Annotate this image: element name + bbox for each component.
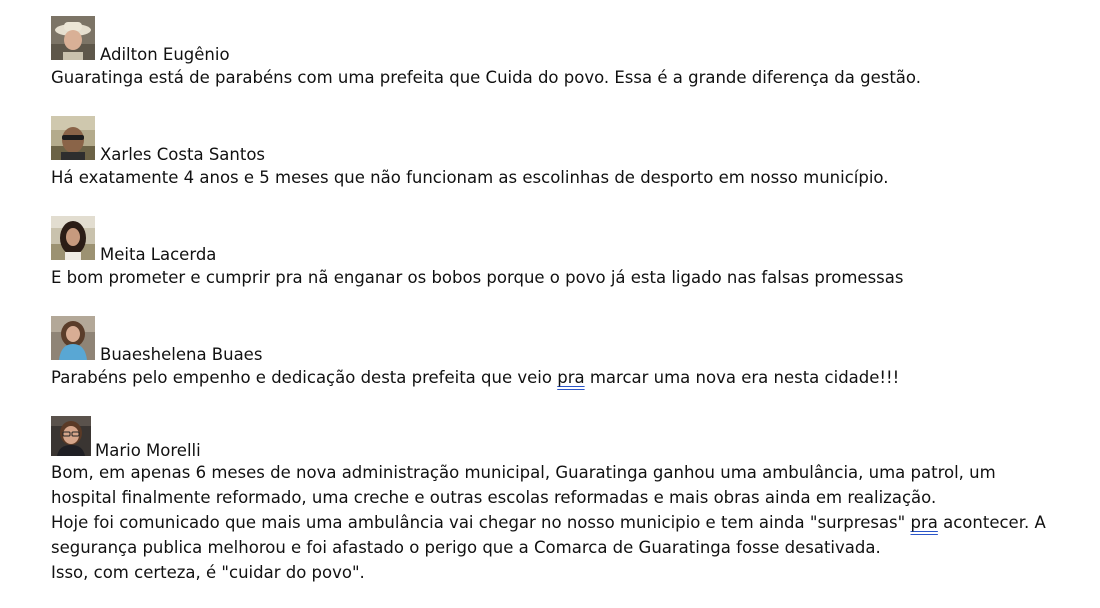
comment-line: E bom prometer e cumprir pra nã enganar os bobos porque o povo já esta ligado nas falsas promessas <box>51 268 904 287</box>
comment-text <box>51 365 1061 390</box>
comment-line: segurança publica melhorou e foi afastado o perigo que a Comarca de Guaratinga fosse desativada. <box>51 538 881 557</box>
comment-header <box>51 216 1061 264</box>
comment-text <box>51 460 1061 585</box>
comment-author: Meita Lacerda <box>100 245 217 264</box>
comment-line: hospital finalmente reformado, uma creche e outras escolas reformadas e mais obras ainda em realização. <box>51 488 937 507</box>
avatar-woman-dark-hair-icon <box>51 216 95 260</box>
comment-line: Bom, em apenas 6 meses de nova administração municipal, Guaratinga ganhou uma ambulância, uma patrol, um <box>51 463 996 482</box>
comment-header <box>51 416 1061 460</box>
comment-text <box>51 65 1061 90</box>
spellcheck-flagged-word[interactable]: pra <box>910 513 938 532</box>
comment-line: Guaratinga está de parabéns com uma prefeita que Cuida do povo. Essa é a grande diferença da gestão. <box>51 68 921 87</box>
avatar-woman-blue-top-icon <box>51 316 95 360</box>
comment-line: Há exatamente 4 anos e 5 meses que não funcionam as escolinhas de desporto em nosso município. <box>51 168 889 187</box>
comment-text-segment: Parabéns pelo empenho e dedicação desta prefeita que veio <box>51 368 558 387</box>
comment-meita <box>51 216 1061 290</box>
comment-text <box>51 165 1061 190</box>
comment-line <box>51 365 1061 390</box>
comment-buaeshelena <box>51 316 1061 390</box>
comment-author: Adilton Eugênio <box>100 45 230 64</box>
comment-header <box>51 116 1061 164</box>
avatar-man-glasses-icon <box>51 416 91 456</box>
comment-text <box>51 265 1061 290</box>
comment-line: Isso, com certeza, é "cuidar do povo". <box>51 563 365 582</box>
avatar-man-sunglasses-icon <box>51 116 95 160</box>
comment-xarles <box>51 116 1061 190</box>
comment-header <box>51 16 1061 64</box>
comment-adilton <box>51 16 1061 90</box>
spellcheck-flagged-word[interactable]: pra <box>557 368 585 387</box>
comment-text-segment: marcar uma nova era nesta cidade!!! <box>584 368 900 387</box>
comment-line <box>51 510 1061 535</box>
comment-mario <box>51 416 1061 585</box>
avatar-man-hat-icon <box>51 16 95 60</box>
comment-author: Buaeshelena Buaes <box>100 345 263 364</box>
comment-header <box>51 316 1061 364</box>
comment-author: Mario Morelli <box>95 441 201 460</box>
comment-text-segment: Hoje foi comunicado que mais uma ambulância vai chegar no nosso municipio e tem ainda "surpresas" <box>51 513 911 532</box>
comment-author: Xarles Costa Santos <box>100 145 266 164</box>
comment-text-segment: acontecer. A <box>937 513 1046 532</box>
